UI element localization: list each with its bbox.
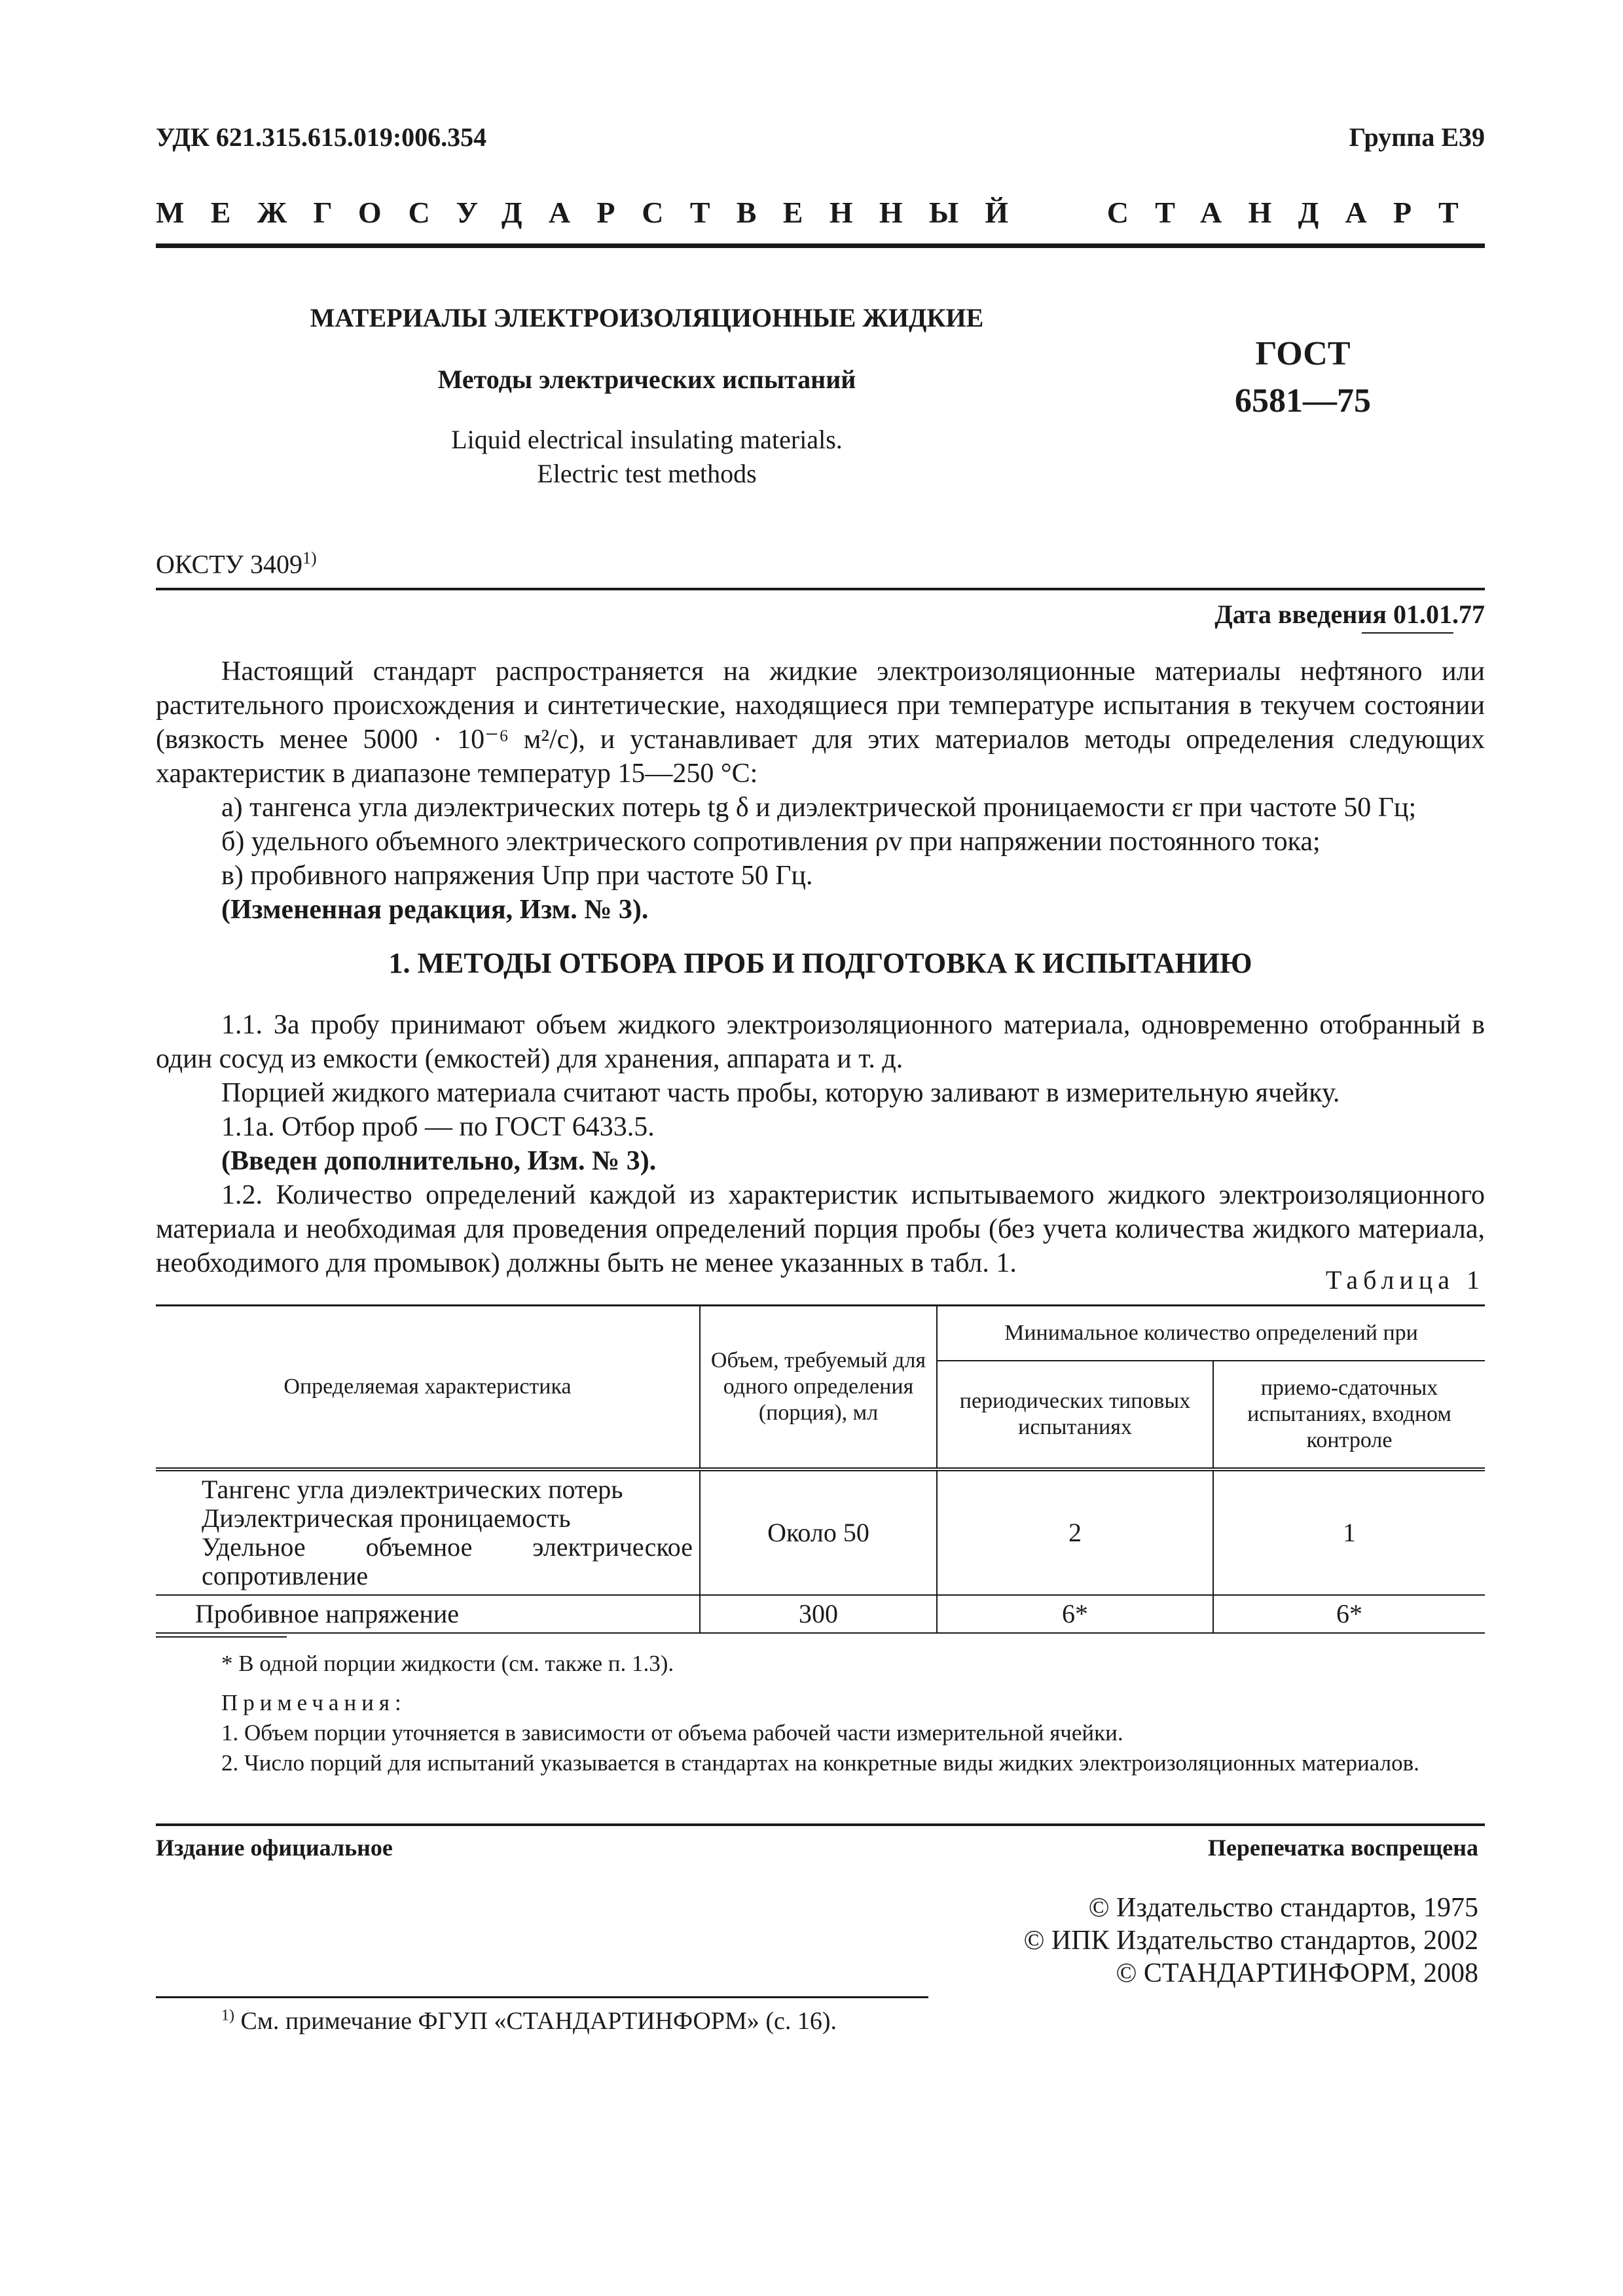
introduction-date [1027,599,1485,630]
english-title-line1: Liquid electrical insulating materials. [451,425,843,454]
section-1-heading: 1. МЕТОДЫ ОТБОРА ПРОБ И ПОДГОТОВКА К ИСПЫТАНИЮ [388,947,1252,979]
official-edition: Издание официальное [156,1835,393,1861]
row1-acceptance: 1 [1213,1469,1485,1595]
page-footnote-text: См. примечание ФГУП «СТАНДАРТИНФОРМ» (с. 16). [240,2007,837,2035]
row1-char-line2: Диэлектрическая проницаемость [202,1503,571,1533]
note-1: 1. Объем порции уточняется в зависимости от объема рабочей части измерительной ячейки. [221,1720,1123,1746]
table-footnote-rule [156,1636,287,1638]
clause-1-1a-amendment: (Введен дополнительно, Изм. № 3). [221,1146,657,1176]
footer-rule [156,1823,1485,1826]
header-characteristic: Определяемая характеристика [156,1306,700,1470]
row1-char-line3: Удельное объемное электрическое сопротивление [202,1532,693,1590]
okstu-footnote-mark: 1) [302,548,317,567]
table-row [156,1469,1485,1595]
introduction-date-value: 01.01.77 [1393,600,1485,629]
clause-1-2: 1.2. Количество определений каждой из характеристик испытываемого жидкого электроизоляционного материала и необходимая для проведения определений порция пробы (без учета количества жидкого материала, необходимого для промывок) должны быть не менее указанных в табл. 1. [156,1180,1485,1278]
intro-amendment: (Измененная редакция, Изм. № 3). [221,895,649,925]
intro-item-b: б) удельного объемного электрического сопротивления ρv при напряжении постоянного тока; [221,827,1321,857]
page-footnote [221,2007,837,2036]
row1-volume: Около 50 [700,1469,937,1595]
intro-item-a: а) тангенса угла диэлектрических потерь tg δ и диэлектрической проницаемости εr при частоте 50 Гц; [221,793,1417,823]
okstu [156,548,317,579]
row2-periodic: 6* [937,1595,1213,1633]
row1-char-line1: Тангенс угла диэлектрических потерь [202,1475,623,1504]
gost-number: 6581—75 [1235,382,1371,420]
banner-word-standard: СТАНДАРТ [1106,196,1485,229]
clause-1-1a: 1.1а. Отбор проб — по ГОСТ 6433.5. [221,1112,655,1142]
copyright-block [830,1892,1478,1990]
row1-characteristic [156,1469,700,1595]
gost-designation [1218,331,1388,425]
copyright-2008: © СТАНДАРТИНФОРМ, 2008 [1116,1958,1478,1988]
okstu-rule [156,588,1485,590]
note-2: 2. Число порций для испытаний указывается в стандартах на конкретные виды жидких электроизоляционных материалов. [221,1750,1419,1776]
page-footnote-mark: 1) [221,2007,234,2024]
banner-rule [156,243,1485,248]
clause-1-1-portion: Порцией жидкого материала считают часть пробы, которую заливают в измерительную ячейку. [221,1078,1340,1108]
header-min-count-group: Минимальное количество определений при [937,1306,1485,1361]
copyright-2002: © ИПК Издательство стандартов, 2002 [1023,1926,1478,1956]
gost-label: ГОСТ [1255,335,1351,372]
standard-banner [156,195,1485,230]
intro-paragraph: Настоящий стандарт распространяется на жидкие электроизоляционные материалы нефтяного или растительного происхождения и синтетические, находящиеся при температуре испытания в текучем состоянии (вязкость менее 5000 · 10⁻⁶ м²/с), и устанавливает для этих материалов методы определения следующих характеристик в диапазоне температур 15—250 °С: [156,656,1485,789]
document-title: МАТЕРИАЛЫ ЭЛЕКТРОИЗОЛЯЦИОННЫЕ ЖИДКИЕ [310,303,984,332]
english-title-line2: Electric test methods [537,459,757,488]
intro-item-v: в) пробивного напряжения Uпр при частоте 50 Гц. [221,861,813,891]
reprint-prohibited: Перепечатка воспрещена [1207,1835,1478,1861]
header-periodic-tests: периодических типовых испытаниях [937,1361,1213,1469]
english-title [156,423,1138,491]
banner-word-interstate: МЕЖГОСУДАРСТВЕННЫЙ [156,196,1035,229]
table-row [156,1595,1485,1633]
clause-1-1: 1.1. За пробу принимают объем жидкого электроизоляционного материала, одновременно отобранный в один сосуд из емкости (емкостей) для хранения, аппарата и т. д. [156,1010,1485,1074]
table-1 [156,1304,1485,1634]
page-footnote-rule [156,1996,928,1998]
udk-code: УДК 621.315.615.019:006.354 [156,122,487,152]
row2-volume: 300 [700,1595,937,1633]
notes-label: Примечания: [221,1690,407,1715]
table-1-caption: Таблица 1 [1325,1265,1485,1295]
introduction-date-label: Дата введения [1214,600,1387,629]
row2-characteristic: Пробивное напряжение [156,1595,700,1633]
document-subtitle: Методы электрических испытаний [437,365,856,394]
table-asterisk-note: * В одной порции жидкости (см. также п. 1.3). [221,1651,674,1676]
okstu-code: ОКСТУ 3409 [156,549,303,579]
header-volume: Объем, требуемый для одного определения (порция), мл [700,1306,937,1470]
group-code: Группа Е39 [1349,122,1485,152]
copyright-1975: © Издательство стандартов, 1975 [1088,1893,1478,1923]
date-underline [1362,632,1453,634]
row1-periodic: 2 [937,1469,1213,1595]
row2-acceptance: 6* [1213,1595,1485,1633]
header-acceptance-tests: приемо-сдаточных испытаниях, входном контроле [1213,1361,1485,1469]
